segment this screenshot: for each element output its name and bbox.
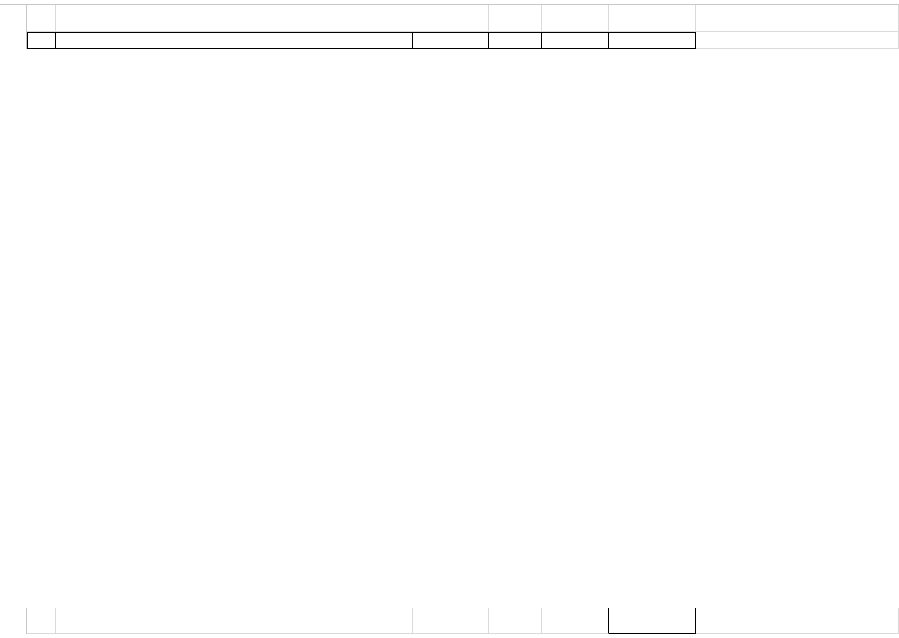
row-header[interactable] — [0, 608, 27, 634]
header-total[interactable] — [609, 32, 696, 49]
cell[interactable] — [542, 5, 609, 32]
cell[interactable] — [413, 608, 489, 634]
header-row[interactable] — [0, 32, 899, 49]
cell[interactable] — [696, 608, 899, 634]
grand-total-cell[interactable] — [609, 608, 696, 634]
cell[interactable] — [27, 5, 56, 32]
cell[interactable] — [27, 608, 56, 634]
row-header[interactable] — [0, 5, 27, 32]
cell[interactable] — [489, 608, 542, 634]
header-description[interactable] — [56, 32, 413, 49]
row-header[interactable] — [0, 32, 27, 49]
cell[interactable] — [696, 5, 899, 32]
header-quantity[interactable] — [489, 32, 542, 49]
cell[interactable] — [609, 5, 696, 32]
cell[interactable] — [696, 32, 899, 49]
header-price[interactable] — [542, 32, 609, 49]
total-row[interactable] — [0, 608, 899, 634]
header-unit[interactable] — [413, 32, 489, 49]
cell[interactable] — [56, 608, 413, 634]
cell[interactable] — [489, 5, 542, 32]
title-row[interactable] — [0, 5, 899, 32]
cell[interactable] — [413, 5, 489, 32]
total-label[interactable] — [542, 608, 609, 634]
header-nr[interactable] — [27, 32, 56, 49]
cell[interactable] — [56, 5, 413, 32]
